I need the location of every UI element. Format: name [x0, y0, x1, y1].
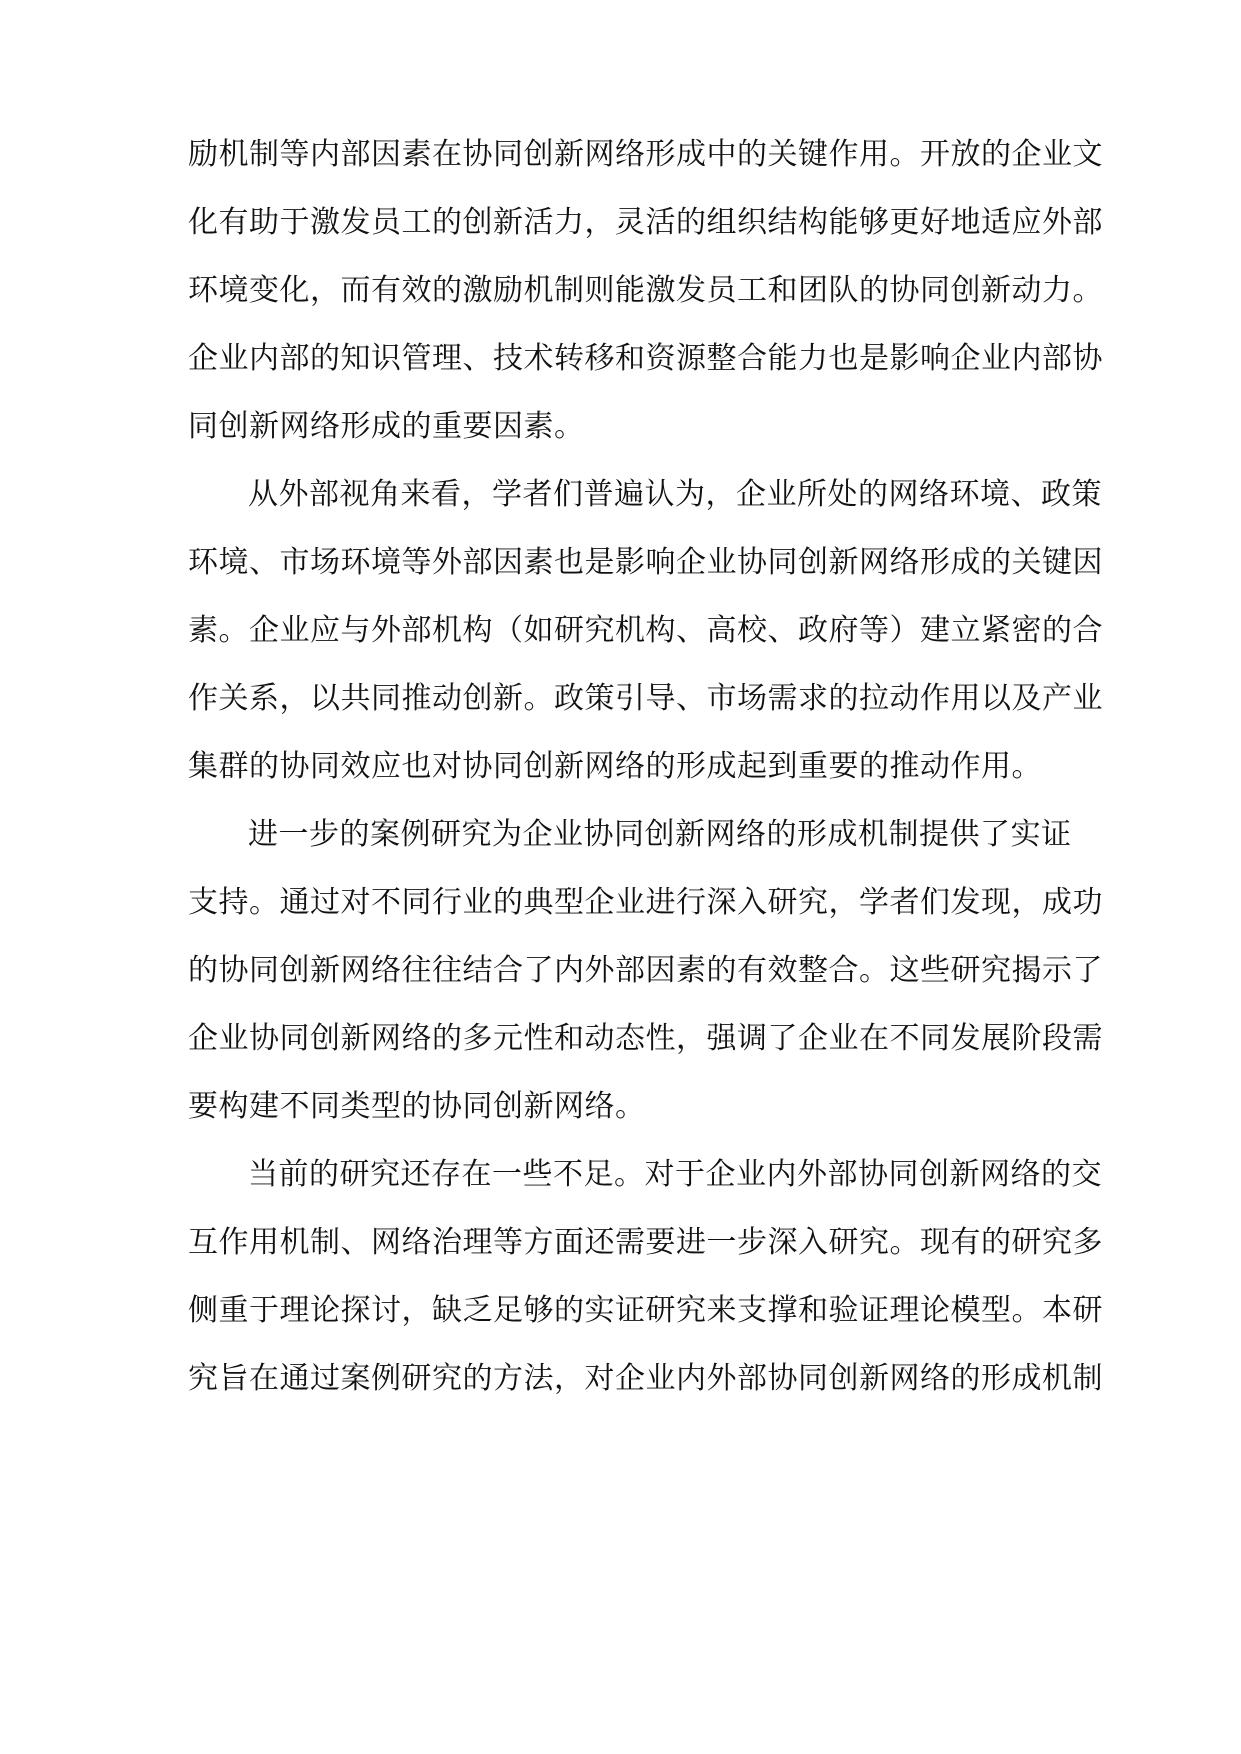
paragraph-4-line-1: 当前的研究还存在一些不足。对于企业内外部协同创新网络的交 [248, 1157, 1102, 1192]
paragraph-2-line-4: 作关系，以共同推动创新。政策引导、市场需求的拉动作用以及产业 [188, 681, 1103, 716]
paragraph-1-line-3: 环境变化，而有效的激励机制则能激发员工和团队的协同创新动力。 [188, 273, 1103, 308]
paragraph-3-line-1: 进一步的案例研究为企业协同创新网络的形成机制提供了实证 [248, 817, 1072, 852]
paragraph-4-line-2: 互作用机制、网络治理等方面还需要进一步深入研究。现有的研究多 [188, 1225, 1103, 1260]
paragraph-1-line-5: 同创新网络形成的重要因素。 [188, 409, 585, 444]
paragraph-4-line-3: 侧重于理论探讨，缺乏足够的实证研究来支撑和验证理论模型。本研 [188, 1293, 1103, 1328]
paragraph-2-line-2: 环境、市场环境等外部因素也是影响企业协同创新网络形成的关键因 [188, 545, 1103, 580]
paragraph-2-line-3: 素。企业应与外部机构（如研究机构、高校、政府等）建立紧密的合 [188, 613, 1103, 648]
paragraph-3-line-5: 要构建不同类型的协同创新网络。 [188, 1089, 646, 1124]
paragraph-3-line-3: 的协同创新网络往往结合了内外部因素的有效整合。这些研究揭示了 [188, 953, 1103, 988]
paragraph-3-line-4: 企业协同创新网络的多元性和动态性，强调了企业在不同发展阶段需 [188, 1021, 1103, 1056]
paragraph-4-line-4: 究旨在通过案例研究的方法，对企业内外部协同创新网络的形成机制 [188, 1361, 1103, 1396]
paragraph-2-line-1: 从外部视角来看，学者们普遍认为，企业所处的网络环境、政策 [248, 477, 1102, 512]
paragraph-2-line-5: 集群的协同效应也对协同创新网络的形成起到重要的推动作用。 [188, 749, 1042, 784]
paragraph-3-line-2: 支持。通过对不同行业的典型企业进行深入研究，学者们发现，成功 [188, 885, 1103, 920]
paragraph-1-line-1: 励机制等内部因素在协同创新网络形成中的关键作用。开放的企业文 [188, 137, 1103, 172]
paragraph-1-line-4: 企业内部的知识管理、技术转移和资源整合能力也是影响企业内部协 [188, 341, 1103, 376]
paragraph-1-line-2: 化有助于激发员工的创新活力，灵活的组织结构能够更好地适应外部 [188, 205, 1103, 240]
